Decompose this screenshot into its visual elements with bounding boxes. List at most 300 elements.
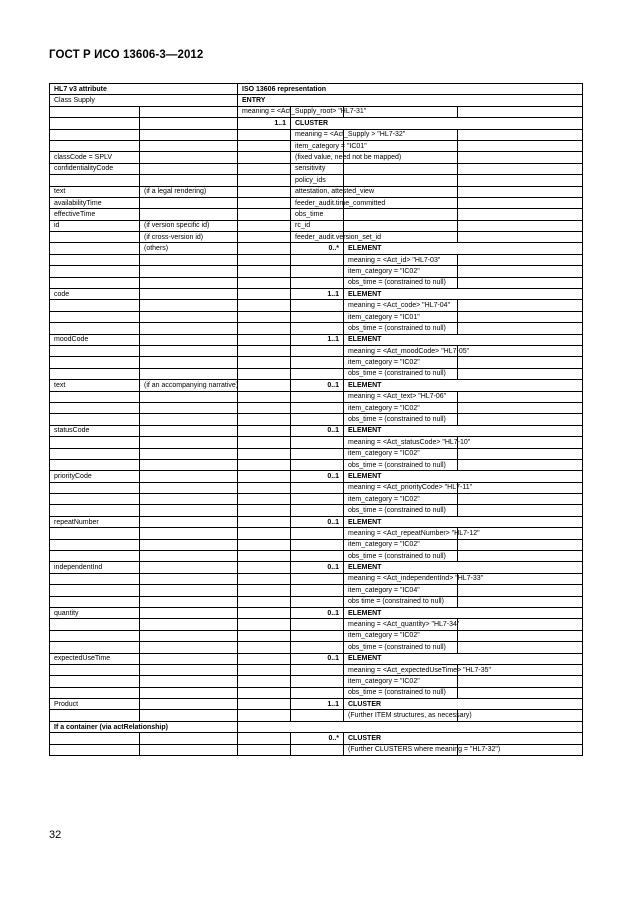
table-cell — [238, 505, 291, 516]
table-cell — [50, 368, 140, 379]
table-cell — [238, 152, 291, 163]
table-cell — [238, 585, 291, 596]
table-cell — [140, 277, 238, 288]
table-cell — [238, 516, 291, 527]
table-cell: obs_time = (constrained to null) — [344, 414, 458, 425]
table-cell — [140, 607, 238, 618]
table-cell — [140, 197, 238, 208]
table-cell — [238, 209, 291, 220]
table-row — [50, 607, 583, 618]
table-cell — [458, 277, 583, 288]
table-cell — [291, 528, 344, 539]
table-cell — [238, 300, 291, 311]
table-cell — [458, 197, 583, 208]
table-cell: obs_time = (constrained to null) — [344, 277, 458, 288]
table-cell — [291, 494, 344, 505]
table-cell — [291, 459, 344, 470]
table-cell: confidentialityCode — [50, 163, 140, 174]
table-cell — [458, 266, 583, 277]
table-cell — [50, 573, 140, 584]
table-cell — [50, 596, 140, 607]
table-cell — [238, 437, 291, 448]
table-cell: feeder_audit.version_set_id — [291, 232, 344, 243]
table-cell: independentInd — [50, 562, 140, 573]
table-cell — [458, 402, 583, 413]
table-cell: 1..1 — [238, 118, 291, 129]
table-cell: obs_time = (constrained to null) — [344, 368, 458, 379]
table-cell — [238, 345, 291, 356]
table-cell — [238, 710, 291, 721]
table-cell — [50, 175, 140, 186]
table-cell: item_category = "IC04" — [344, 585, 458, 596]
table-cell — [238, 744, 291, 755]
table-cell — [140, 494, 238, 505]
table-row — [50, 573, 583, 584]
table-cell — [50, 323, 140, 334]
table-cell — [140, 596, 238, 607]
table-cell: rc_id — [291, 220, 344, 231]
table-cell: obs_time = (constrained to null) — [344, 687, 458, 698]
table-cell — [50, 254, 140, 265]
table-cell — [50, 140, 140, 151]
table-cell: policy_ids — [291, 175, 344, 186]
table-cell — [458, 494, 583, 505]
table-row — [50, 676, 583, 687]
table-cell — [458, 630, 583, 641]
table-cell — [458, 585, 583, 596]
table-cell — [140, 642, 238, 653]
table-cell: CLUSTER — [291, 118, 583, 129]
table-cell: (if a legal rendering) — [140, 186, 238, 197]
table-cell: obs_time = (constrained to null) — [344, 505, 458, 516]
table-cell — [140, 175, 238, 186]
table-cell — [50, 129, 140, 140]
table-cell — [291, 254, 344, 265]
table-cell — [50, 391, 140, 402]
table-cell — [50, 118, 140, 129]
table-cell — [50, 106, 140, 117]
table-row — [50, 528, 583, 539]
table-row — [50, 345, 583, 356]
table-cell — [50, 505, 140, 516]
table-cell: obs_time = (constrained to null) — [344, 551, 458, 562]
table-cell: HL7 v3 attribute — [50, 84, 238, 95]
table-cell — [458, 459, 583, 470]
table-cell: ISO 13606 representation — [238, 84, 583, 95]
table-cell — [140, 699, 238, 710]
table-cell — [140, 300, 238, 311]
table-cell: id — [50, 220, 140, 231]
table-cell — [50, 402, 140, 413]
table-cell — [140, 585, 238, 596]
table-cell — [50, 243, 140, 254]
table-cell — [291, 630, 344, 641]
table-row — [50, 186, 583, 197]
table-row — [50, 209, 583, 220]
table-cell — [50, 687, 140, 698]
table-cell: obs_time = (constrained to null) — [344, 459, 458, 470]
table-cell — [238, 630, 291, 641]
table-cell: availabilityTime — [50, 197, 140, 208]
table-row — [50, 243, 583, 254]
table-cell: 0..1 — [291, 562, 344, 573]
table-cell: (others) — [140, 243, 238, 254]
table-cell: meaning = <Act_expectedUseTime> "HL7-35" — [344, 664, 458, 675]
table-cell: ELEMENT — [344, 516, 583, 527]
table-cell — [458, 539, 583, 550]
table-cell: 1..1 — [291, 699, 344, 710]
table-cell: effectiveTime — [50, 209, 140, 220]
table-cell: obs_time — [291, 209, 344, 220]
table-cell — [140, 653, 238, 664]
table-cell — [238, 391, 291, 402]
table-cell — [238, 163, 291, 174]
table-cell: item_category = "IC02" — [344, 494, 458, 505]
table-cell — [238, 733, 291, 744]
table-row — [50, 402, 583, 413]
table-cell — [140, 505, 238, 516]
table-cell: obs time = (constrained to null) — [344, 596, 458, 607]
table-row — [50, 539, 583, 550]
table-cell — [140, 516, 238, 527]
table-cell — [291, 277, 344, 288]
table-cell — [140, 345, 238, 356]
table-cell — [458, 505, 583, 516]
table-cell — [50, 619, 140, 630]
table-row — [50, 482, 583, 493]
table-cell: CLUSTER — [344, 699, 583, 710]
table-cell — [50, 585, 140, 596]
table-cell — [140, 539, 238, 550]
table-cell — [291, 391, 344, 402]
table-cell — [238, 311, 291, 322]
table-cell — [458, 437, 583, 448]
table-row — [50, 368, 583, 379]
table-cell: ENTRY — [238, 95, 583, 106]
table-cell: obs_time = (constrained to null) — [344, 642, 458, 653]
table-row — [50, 505, 583, 516]
table-cell: meaning = <Act_repeatNumber> "HL7-12" — [344, 528, 458, 539]
table-cell — [238, 254, 291, 265]
table-cell: text — [50, 186, 140, 197]
table-cell — [50, 664, 140, 675]
table-row — [50, 710, 583, 721]
table-cell — [458, 209, 583, 220]
table-cell: meaning = <Act_quantity> "HL7-34" — [344, 619, 458, 630]
table-cell: 0..* — [291, 733, 344, 744]
table-cell — [291, 345, 344, 356]
table-cell — [238, 596, 291, 607]
table-row — [50, 437, 583, 448]
table-cell: feeder_audit.time_committed — [291, 197, 344, 208]
table-cell — [238, 368, 291, 379]
table-row — [50, 494, 583, 505]
table-cell: ELEMENT — [344, 425, 583, 436]
table-cell — [140, 425, 238, 436]
table-cell — [291, 357, 344, 368]
table-cell — [140, 562, 238, 573]
table-cell — [50, 345, 140, 356]
table-cell — [291, 414, 344, 425]
table-cell — [140, 129, 238, 140]
table-cell — [50, 414, 140, 425]
table-row — [50, 140, 583, 151]
table-cell: item_category = "IC02" — [344, 676, 458, 687]
table-cell — [50, 232, 140, 243]
table-cell — [458, 687, 583, 698]
table-cell — [238, 140, 291, 151]
table-row — [50, 687, 583, 698]
table-cell: ELEMENT — [344, 289, 583, 300]
table-cell — [458, 357, 583, 368]
table-cell — [291, 300, 344, 311]
table-cell: Product — [50, 699, 140, 710]
table-cell — [458, 323, 583, 334]
table-row — [50, 585, 583, 596]
table-cell — [140, 209, 238, 220]
table-row — [50, 300, 583, 311]
table-cell — [50, 528, 140, 539]
table-row — [50, 289, 583, 300]
table-cell — [140, 733, 238, 744]
table-cell — [50, 676, 140, 687]
table-cell — [50, 311, 140, 322]
table-cell — [50, 710, 140, 721]
table-cell — [238, 232, 291, 243]
table-cell: item_category = "IC02" — [344, 448, 458, 459]
table-cell — [140, 619, 238, 630]
table-row — [50, 311, 583, 322]
table-cell — [50, 494, 140, 505]
table-cell — [291, 402, 344, 413]
table-row — [50, 664, 583, 675]
table-cell — [238, 175, 291, 186]
table-cell — [140, 323, 238, 334]
table-cell — [140, 448, 238, 459]
table-row — [50, 106, 583, 117]
table-cell — [238, 551, 291, 562]
table-cell — [50, 539, 140, 550]
table-cell — [458, 232, 583, 243]
table-cell — [458, 345, 583, 356]
table-cell — [458, 163, 583, 174]
table-row — [50, 619, 583, 630]
table-cell: (Further ITEM structures, as necessary) — [344, 710, 458, 721]
table-cell — [458, 140, 583, 151]
table-cell — [140, 437, 238, 448]
table-cell — [238, 607, 291, 618]
table-cell: attestation, attested_view — [291, 186, 344, 197]
table-cell — [238, 653, 291, 664]
table-cell — [291, 744, 344, 755]
table-cell — [291, 585, 344, 596]
table-cell — [291, 505, 344, 516]
table-cell: 0..1 — [291, 516, 344, 527]
table-cell — [140, 630, 238, 641]
table-cell: 0..1 — [291, 380, 344, 391]
table-cell — [458, 311, 583, 322]
table-cell — [140, 710, 238, 721]
table-cell: sensitivity — [291, 163, 344, 174]
table-cell: 0..1 — [291, 471, 344, 482]
table-cell — [291, 710, 344, 721]
table-row — [50, 642, 583, 653]
table-row — [50, 277, 583, 288]
table-cell — [238, 573, 291, 584]
table-cell — [238, 642, 291, 653]
table-cell — [140, 551, 238, 562]
table-cell — [238, 494, 291, 505]
table-cell: ELEMENT — [344, 607, 583, 618]
table-cell — [291, 642, 344, 653]
table-cell — [238, 619, 291, 630]
table-cell — [140, 664, 238, 675]
table-cell — [458, 448, 583, 459]
table-cell — [458, 220, 583, 231]
table-cell: item_category = "IC02" — [344, 402, 458, 413]
table-row — [50, 197, 583, 208]
table-cell — [238, 243, 291, 254]
table-cell — [50, 357, 140, 368]
table-cell — [238, 459, 291, 470]
table-cell — [140, 687, 238, 698]
table-cell — [344, 220, 458, 231]
table-cell: ELEMENT — [344, 243, 583, 254]
table-cell — [458, 175, 583, 186]
table-cell — [458, 642, 583, 653]
table-cell — [238, 402, 291, 413]
table-cell — [238, 186, 291, 197]
table-cell — [238, 539, 291, 550]
table-row — [50, 448, 583, 459]
table-cell — [238, 482, 291, 493]
table-cell: item_category = "IC02" — [344, 630, 458, 641]
table-cell — [140, 676, 238, 687]
table-cell — [140, 163, 238, 174]
table-cell — [458, 482, 583, 493]
table-row — [50, 471, 583, 482]
table-cell: expectedUseTime — [50, 653, 140, 664]
table-cell — [140, 118, 238, 129]
table-cell: meaning = <Act_text> "HL7-06" — [344, 391, 458, 402]
table-cell: 1..1 — [291, 334, 344, 345]
table-cell — [458, 368, 583, 379]
table-row — [50, 254, 583, 265]
table-row — [50, 551, 583, 562]
table-cell: meaning = <Act_code> "HL7-04" — [344, 300, 458, 311]
table-cell: ELEMENT — [344, 653, 583, 664]
table-cell — [238, 129, 291, 140]
table-cell: If a container (via actRelationship) — [50, 721, 238, 732]
table-cell — [238, 664, 291, 675]
table-cell: quantity — [50, 607, 140, 618]
table-row — [50, 95, 583, 106]
table-cell: CLUSTER — [344, 733, 583, 744]
table-row — [50, 152, 583, 163]
table-cell: statusCode — [50, 425, 140, 436]
table-row — [50, 232, 583, 243]
table-cell — [238, 528, 291, 539]
table-cell — [291, 596, 344, 607]
table-cell: item_category = "IC01" — [344, 311, 458, 322]
table-cell: ELEMENT — [344, 562, 583, 573]
table-row — [50, 630, 583, 641]
table-cell: meaning = <Act_id> "HL7-03" — [344, 254, 458, 265]
table-cell: item_category = "IC02" — [344, 539, 458, 550]
table-cell — [238, 471, 291, 482]
table-cell — [140, 471, 238, 482]
table-row — [50, 357, 583, 368]
table-cell — [140, 391, 238, 402]
page-number: 32 — [49, 829, 62, 841]
table-cell — [238, 277, 291, 288]
table-cell: moodCode — [50, 334, 140, 345]
table-cell — [238, 266, 291, 277]
table-cell: priorityCode — [50, 471, 140, 482]
table-cell: item_category = "IC02" — [344, 266, 458, 277]
table-cell: 1..1 — [291, 289, 344, 300]
table-cell — [238, 687, 291, 698]
table-row — [50, 129, 583, 140]
table-cell — [238, 425, 291, 436]
table-cell — [50, 277, 140, 288]
table-cell — [50, 300, 140, 311]
table-cell — [238, 414, 291, 425]
table-cell — [140, 357, 238, 368]
table-cell — [50, 642, 140, 653]
table-cell — [140, 402, 238, 413]
table-cell — [140, 528, 238, 539]
table-cell — [238, 220, 291, 231]
table-cell: meaning = <Act_priorityCode> "HL7-11" — [344, 482, 458, 493]
table-row — [50, 391, 583, 402]
table-cell — [140, 140, 238, 151]
table-cell — [50, 551, 140, 562]
table-cell: meaning = <Act_Supply_root> "HL7-31" — [238, 106, 291, 117]
table-cell: item_category = "IC01" — [291, 140, 344, 151]
table-cell — [238, 676, 291, 687]
table-row — [50, 163, 583, 174]
table-cell — [291, 619, 344, 630]
table-cell — [140, 573, 238, 584]
table-cell — [238, 721, 583, 732]
table-cell — [291, 368, 344, 379]
table-cell: 0..1 — [291, 607, 344, 618]
table-row — [50, 118, 583, 129]
table-cell: 0..1 — [291, 653, 344, 664]
table-row — [50, 721, 583, 732]
table-cell: (fixed value, need not be mapped) — [291, 152, 344, 163]
table-cell: meaning = <Act_moodCode> "HL7-05" — [344, 345, 458, 356]
table-row — [50, 459, 583, 470]
table-cell — [291, 664, 344, 675]
table-cell: ELEMENT — [344, 380, 583, 391]
table-cell — [291, 551, 344, 562]
table-cell — [50, 733, 140, 744]
table-row — [50, 84, 583, 95]
table-cell — [238, 448, 291, 459]
table-cell — [238, 323, 291, 334]
table-cell — [140, 414, 238, 425]
table-cell — [50, 630, 140, 641]
table-cell — [458, 551, 583, 562]
table-cell — [238, 699, 291, 710]
table-cell — [140, 482, 238, 493]
table-cell — [291, 448, 344, 459]
table-cell — [140, 334, 238, 345]
table-cell: 0..1 — [291, 425, 344, 436]
table-row — [50, 323, 583, 334]
